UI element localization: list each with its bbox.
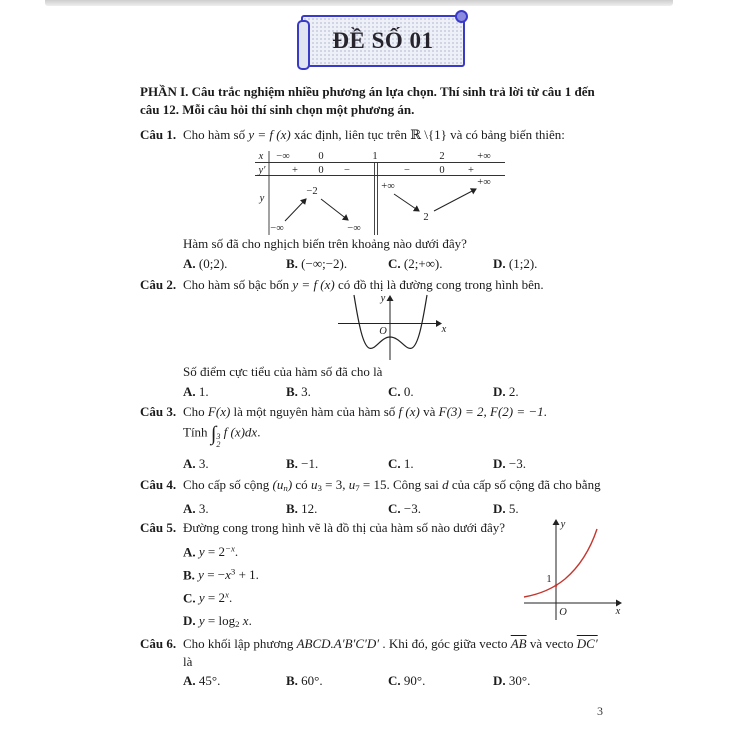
option-b [286,673,388,689]
bbt-x-value: 1 [372,151,378,162]
option-d [493,384,519,400]
option-b-value: 3. [301,384,311,399]
bbt-y-value: −∞ [347,223,361,234]
bbt-y-value: +∞ [381,181,395,192]
option-c-letter: C. [388,256,401,271]
option-b-letter: B. [286,673,298,688]
question-4-options [183,501,519,517]
y-axis-label: y [560,519,566,530]
page-top-shadow [45,0,673,6]
option-c [388,501,493,517]
question-3-label: Câu 3. [140,404,177,419]
question-2-text: Cho hàm số bậc bốn y = f (x) có đồ thị là đường cong trong hình bên. [183,277,544,292]
option-d-letter: D. [493,501,506,516]
question-6-text: Cho khối lập phương ABCD.A′B′C′D′ . Khi đó, góc giữa vecto $\overline{AB}$ và vecto DC′ [183,636,598,651]
question-6 [140,636,598,652]
option-a [183,544,238,560]
question-4 [140,477,601,493]
bbt-sign: 0 [318,165,324,176]
option-a-value: $y = 2^{-x}$. [198,544,239,560]
option-c [388,673,493,689]
option-c-letter: C. [388,384,401,399]
option-b-value: −1. [301,456,319,471]
option-a-letter: A. [183,384,196,399]
option-a [183,384,286,400]
bbt-x-value: 0 [318,151,324,162]
question-2-options [183,384,519,400]
bbt-sign: + [468,165,474,176]
option-b-value: $y = -x^3 + 1$. [198,567,259,583]
option-b [286,456,388,472]
bbt-y-value: −2 [306,186,318,197]
option-b-value: 60°. [301,673,323,688]
option-d-value: 2. [508,384,519,399]
question-3-options [183,456,526,472]
option-a-letter: A. [183,256,196,271]
question-3-integral-line: Tính ∫ 3 2 f (x)dx. [183,423,261,450]
option-d-value: −3. [508,456,526,471]
option-a [183,256,286,272]
option-c [388,456,493,472]
option-d [493,673,530,689]
bbt-sign: − [404,165,410,176]
option-b-letter: B. [286,456,298,471]
bbt-arrow-up-icon [434,189,476,211]
option-a-letter: A. [183,544,196,560]
option-a-letter: A. [183,456,196,471]
option-b-letter: B. [286,501,298,516]
title-banner [301,15,465,67]
option-a-value: (0;2). [198,256,228,271]
option-d-letter: D. [493,256,506,271]
bbt-x-value: 2 [439,151,445,162]
x-axis-label: x [615,606,621,617]
option-a-letter: A. [183,673,196,688]
option-a-value: 1. [198,384,209,399]
option-c-letter: C. [388,673,401,688]
option-c-value: 90°. [403,673,426,688]
option-b [183,567,259,583]
option-a-letter: A. [183,501,196,516]
bbt-row-label-y: y [259,193,265,204]
question-1 [140,127,565,143]
option-b-letter: B. [286,256,298,271]
variation-table-figure [255,149,505,235]
question-5 [140,520,505,536]
question-5-text: Đường cong trong hình vẽ là đồ thị của hàm số nào dưới đây? [183,520,506,535]
bbt-arrow-up-icon [285,199,306,221]
option-c-value: (2;+∞). [403,256,443,271]
option-d-value: 30°. [508,673,531,688]
banner-scroll-roll-icon [297,20,310,70]
quartic-graph-figure [333,290,449,364]
option-b [286,384,388,400]
question-1-text: Cho hàm số y = f (x) xác định, liên tục trên ℝ \{1} và có bảng biến thiên: [183,127,565,142]
option-a-value: 3. [198,501,209,516]
option-d [493,256,537,272]
option-d [493,456,526,472]
question-4-text: Cho cấp số cộng (un) có u3 = 3, u7 = 15. Công sai d của cấp số cộng đã cho bằng [183,477,601,494]
x-axis-label: x [441,324,447,335]
exam-title: ĐỀ SỐ 01 [332,28,434,53]
bbt-x-value: +∞ [477,151,491,162]
option-b-value: (−∞;−2). [301,256,348,271]
option-c-value: $y = 2^x$. [198,590,233,606]
page-number: 3 [597,704,603,718]
question-6-text-line2: là [183,654,193,669]
y-axis-label: y [380,293,386,304]
question-2-label: Câu 2. [140,277,177,292]
question-3-text: Cho F(x) là một nguyên hàm của hàm số f (x) và F(3) = 2, F(2) = −1. [183,404,547,419]
option-b-letter: B. [286,384,298,399]
option-c [388,256,493,272]
question-6-options [183,673,530,689]
part1-instructions: PHẦN I. Câu trắc nghiệm nhiều phương án lựa chọn. Thí sinh trả lời từ câu 1 đến câu 12. Mỗi câu hỏi thí sinh chọn một phương án. [140,84,595,117]
option-b-letter: B. [183,567,195,583]
bbt-row-label-yprime: y′ [258,165,266,176]
option-b-value: 12. [301,501,318,516]
question-1-options [183,256,537,272]
option-d-letter: D. [493,673,506,688]
option-d [493,501,519,517]
bbt-y-value: 2 [423,212,429,223]
bbt-sign: + [292,165,298,176]
question-3 [140,404,547,420]
origin-label: O [559,607,567,618]
origin-label: O [379,326,387,337]
bbt-y-value: +∞ [477,177,491,188]
option-c-value: 1. [403,456,414,471]
bbt-x-value: −∞ [276,151,290,162]
option-a [183,501,286,517]
option-d-letter: D. [183,613,196,628]
exponential-graph-figure [521,514,627,624]
option-a-value: 3. [198,456,209,471]
bbt-sign: − [344,165,350,176]
option-d-letter: D. [493,456,506,471]
y-intercept-label: 1 [546,574,552,585]
question-2-prompt: Số điểm cực tiểu của hàm số đã cho là [183,364,383,379]
bbt-arrow-down-icon [394,194,419,211]
y-intercept-point [555,584,558,587]
option-c [388,384,493,400]
option-b [286,256,388,272]
option-d-value: 5. [508,501,519,516]
bbt-y-value: −∞ [270,223,284,234]
question-1-prompt: Hàm số đã cho nghịch biến trên khoảng nào dưới đây? [183,236,467,251]
option-c-letter: C. [183,590,196,606]
question-4-label: Câu 4. [140,477,177,492]
option-c [183,590,232,606]
option-c-value: 0. [403,384,414,399]
question-1-label: Câu 1. [140,127,177,142]
option-a [183,456,286,472]
banner-scroll-curl-icon [455,10,468,23]
option-d [183,613,252,629]
exponential-curve [524,529,597,597]
bbt-row-label-x: x [258,151,264,162]
option-b [286,501,388,517]
option-d-value: y = log2 x. [198,613,252,630]
bbt-arrow-down-icon [321,199,348,220]
option-a [183,673,286,689]
question-5-label: Câu 5. [140,520,177,535]
option-a-value: 45°. [198,673,221,688]
option-d-value: (1;2). [508,256,538,271]
option-c-letter: C. [388,501,401,516]
option-c-value: −3. [403,501,421,516]
bbt-sign: 0 [439,165,445,176]
option-d-letter: D. [493,384,506,399]
question-6-label: Câu 6. [140,636,177,651]
option-c-letter: C. [388,456,401,471]
